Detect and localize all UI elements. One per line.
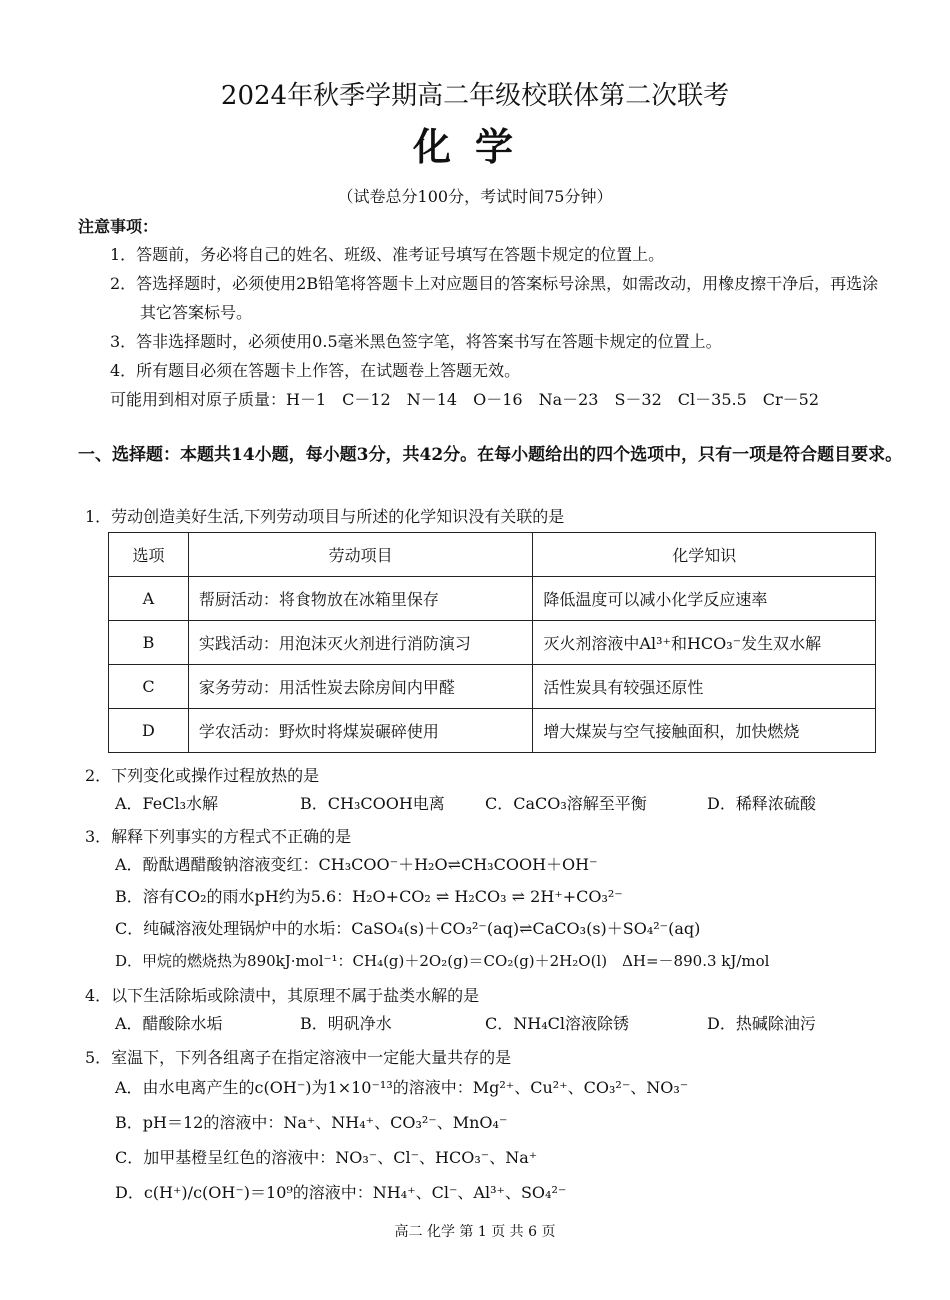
table-header-cell: 劳动项目 (188, 533, 533, 577)
table-cell: C (109, 665, 189, 709)
table-cell: 降低温度可以减小化学反应速率 (533, 577, 876, 621)
question-2-stem: 2．下列变化或操作过程放热的是 (85, 766, 320, 785)
table-row (109, 621, 876, 665)
exam-info: （试卷总分100分，考试时间75分钟） (337, 187, 613, 206)
question-3-stem: 3．解释下列事实的方程式不正确的是 (85, 827, 352, 846)
table-cell: 实践活动：用泡沫灭火剂进行消防演习 (188, 621, 533, 665)
table-cell: 灭火剂溶液中Al³⁺和HCO₃⁻发生双水解 (533, 621, 876, 665)
question-4-options (115, 1008, 895, 1040)
table-row (109, 577, 876, 621)
notice-item: 3．答非选择题时，必须使用0.5毫米黑色签字笔，将答案书写在答题卡规定的位置上。 (110, 332, 722, 351)
question-3-options (115, 849, 895, 977)
table-cell: D (109, 709, 189, 753)
page-footer: 高二 化学 第 1 页 共 6 页 (394, 1224, 556, 1240)
table-header-row (109, 533, 876, 577)
option: C．纯碱溶液处理锅炉中的水垢：CaSO₄(s)＋CO₃²⁻(aq)⇌CaCO₃(s)＋SO₄²⁻(aq) (115, 919, 701, 938)
question-1-table (108, 532, 876, 753)
table-row (109, 665, 876, 709)
option: B．溶有CO₂的雨水pH约为5.6：H₂O+CO₂ ⇌ H₂CO₃ ⇌ 2H⁺+CO₃²⁻ (115, 887, 623, 906)
table-cell: B (109, 621, 189, 665)
table-row (109, 709, 876, 753)
section-heading: 一、选择题：本题共14小题，每小题3分，共42分。在每小题给出的四个选项中，只有一项是符合题目要求。 (78, 445, 903, 465)
question-5-options (115, 1070, 895, 1210)
subject-title: 化学 (412, 124, 537, 169)
option: A．由水电离产生的c(OH⁻)为1×10⁻¹³的溶液中：Mg²⁺、Cu²⁺、CO₃²⁻、NO₃⁻ (115, 1078, 689, 1097)
option: B．CH₃COOH电离 (300, 794, 445, 813)
notice-item: 1．答题前，务必将自己的姓名、班级、准考证号填写在答题卡规定的位置上。 (110, 245, 665, 264)
notice-item: 2．答选择题时，必须使用2B铅笔将答题卡上对应题目的答案标号涂黑，如需改动，用橡皮擦干净后，再选涂其它答案标号。 (110, 274, 879, 322)
option: D．热碱除油污 (707, 1014, 816, 1033)
option: B．pH＝12的溶液中：Na⁺、NH₄⁺、CO₃²⁻、MnO₄⁻ (115, 1113, 508, 1132)
table-cell: 家务劳动：用活性炭去除房间内甲醛 (188, 665, 533, 709)
option: D．甲烷的燃烧热为890kJ·mol⁻¹：CH₄(g)＋2O₂(g)＝CO₂(g)＋2H₂O(l) ΔH=－890.3 kJ/mol (115, 952, 770, 970)
table-cell: 活性炭具有较强还原性 (533, 665, 876, 709)
option: A．酚酞遇醋酸钠溶液变红：CH₃COO⁻＋H₂O⇌CH₃COOH＋OH⁻ (115, 855, 598, 874)
option: B．明矾净水 (300, 1014, 392, 1033)
notice-title: 注意事项： (78, 217, 159, 236)
notice-item: 4．所有题目必须在答题卡上作答，在试题卷上答题无效。 (110, 361, 521, 380)
option: D．稀释浓硫酸 (707, 794, 816, 813)
table-header-cell: 选项 (109, 533, 189, 577)
table-header-cell: 化学知识 (533, 533, 876, 577)
table-cell: 帮厨活动：将食物放在冰箱里保存 (188, 577, 533, 621)
question-4-stem: 4．以下生活除垢或除渍中，其原理不属于盐类水解的是 (85, 986, 480, 1005)
question-2-options (115, 788, 895, 820)
table-cell: 增大煤炭与空气接触面积，加快燃烧 (533, 709, 876, 753)
option: D．c(H⁺)/c(OH⁻)＝10⁹的溶液中：NH₄⁺、Cl⁻、Al³⁺、SO₄²⁻ (115, 1183, 567, 1202)
question-5-stem: 5．室温下，下列各组离子在指定溶液中一定能大量共存的是 (85, 1048, 512, 1067)
notice-list (110, 240, 880, 414)
option: A．醋酸除水垢 (115, 1014, 223, 1033)
question-1-stem: 1．劳动创造美好生活,下列劳动项目与所述的化学知识没有关联的是 (85, 507, 565, 526)
atomic-masses: 可能用到相对原子质量：H－1 C－12 N－14 O－16 Na－23 S－32 Cl－35.5 Cr－52 (110, 390, 820, 409)
option: C．CaCO₃溶解至平衡 (485, 794, 647, 813)
option: A．FeCl₃水解 (115, 794, 219, 813)
option: C．NH₄Cl溶液除锈 (485, 1014, 629, 1033)
option: C．加甲基橙呈红色的溶液中：NO₃⁻、Cl⁻、HCO₃⁻、Na⁺ (115, 1148, 538, 1167)
table-cell: A (109, 577, 189, 621)
exam-title: 2024年秋季学期高二年级校联体第二次联考 (220, 81, 730, 111)
table-cell: 学农活动：野炊时将煤炭碾碎使用 (188, 709, 533, 753)
